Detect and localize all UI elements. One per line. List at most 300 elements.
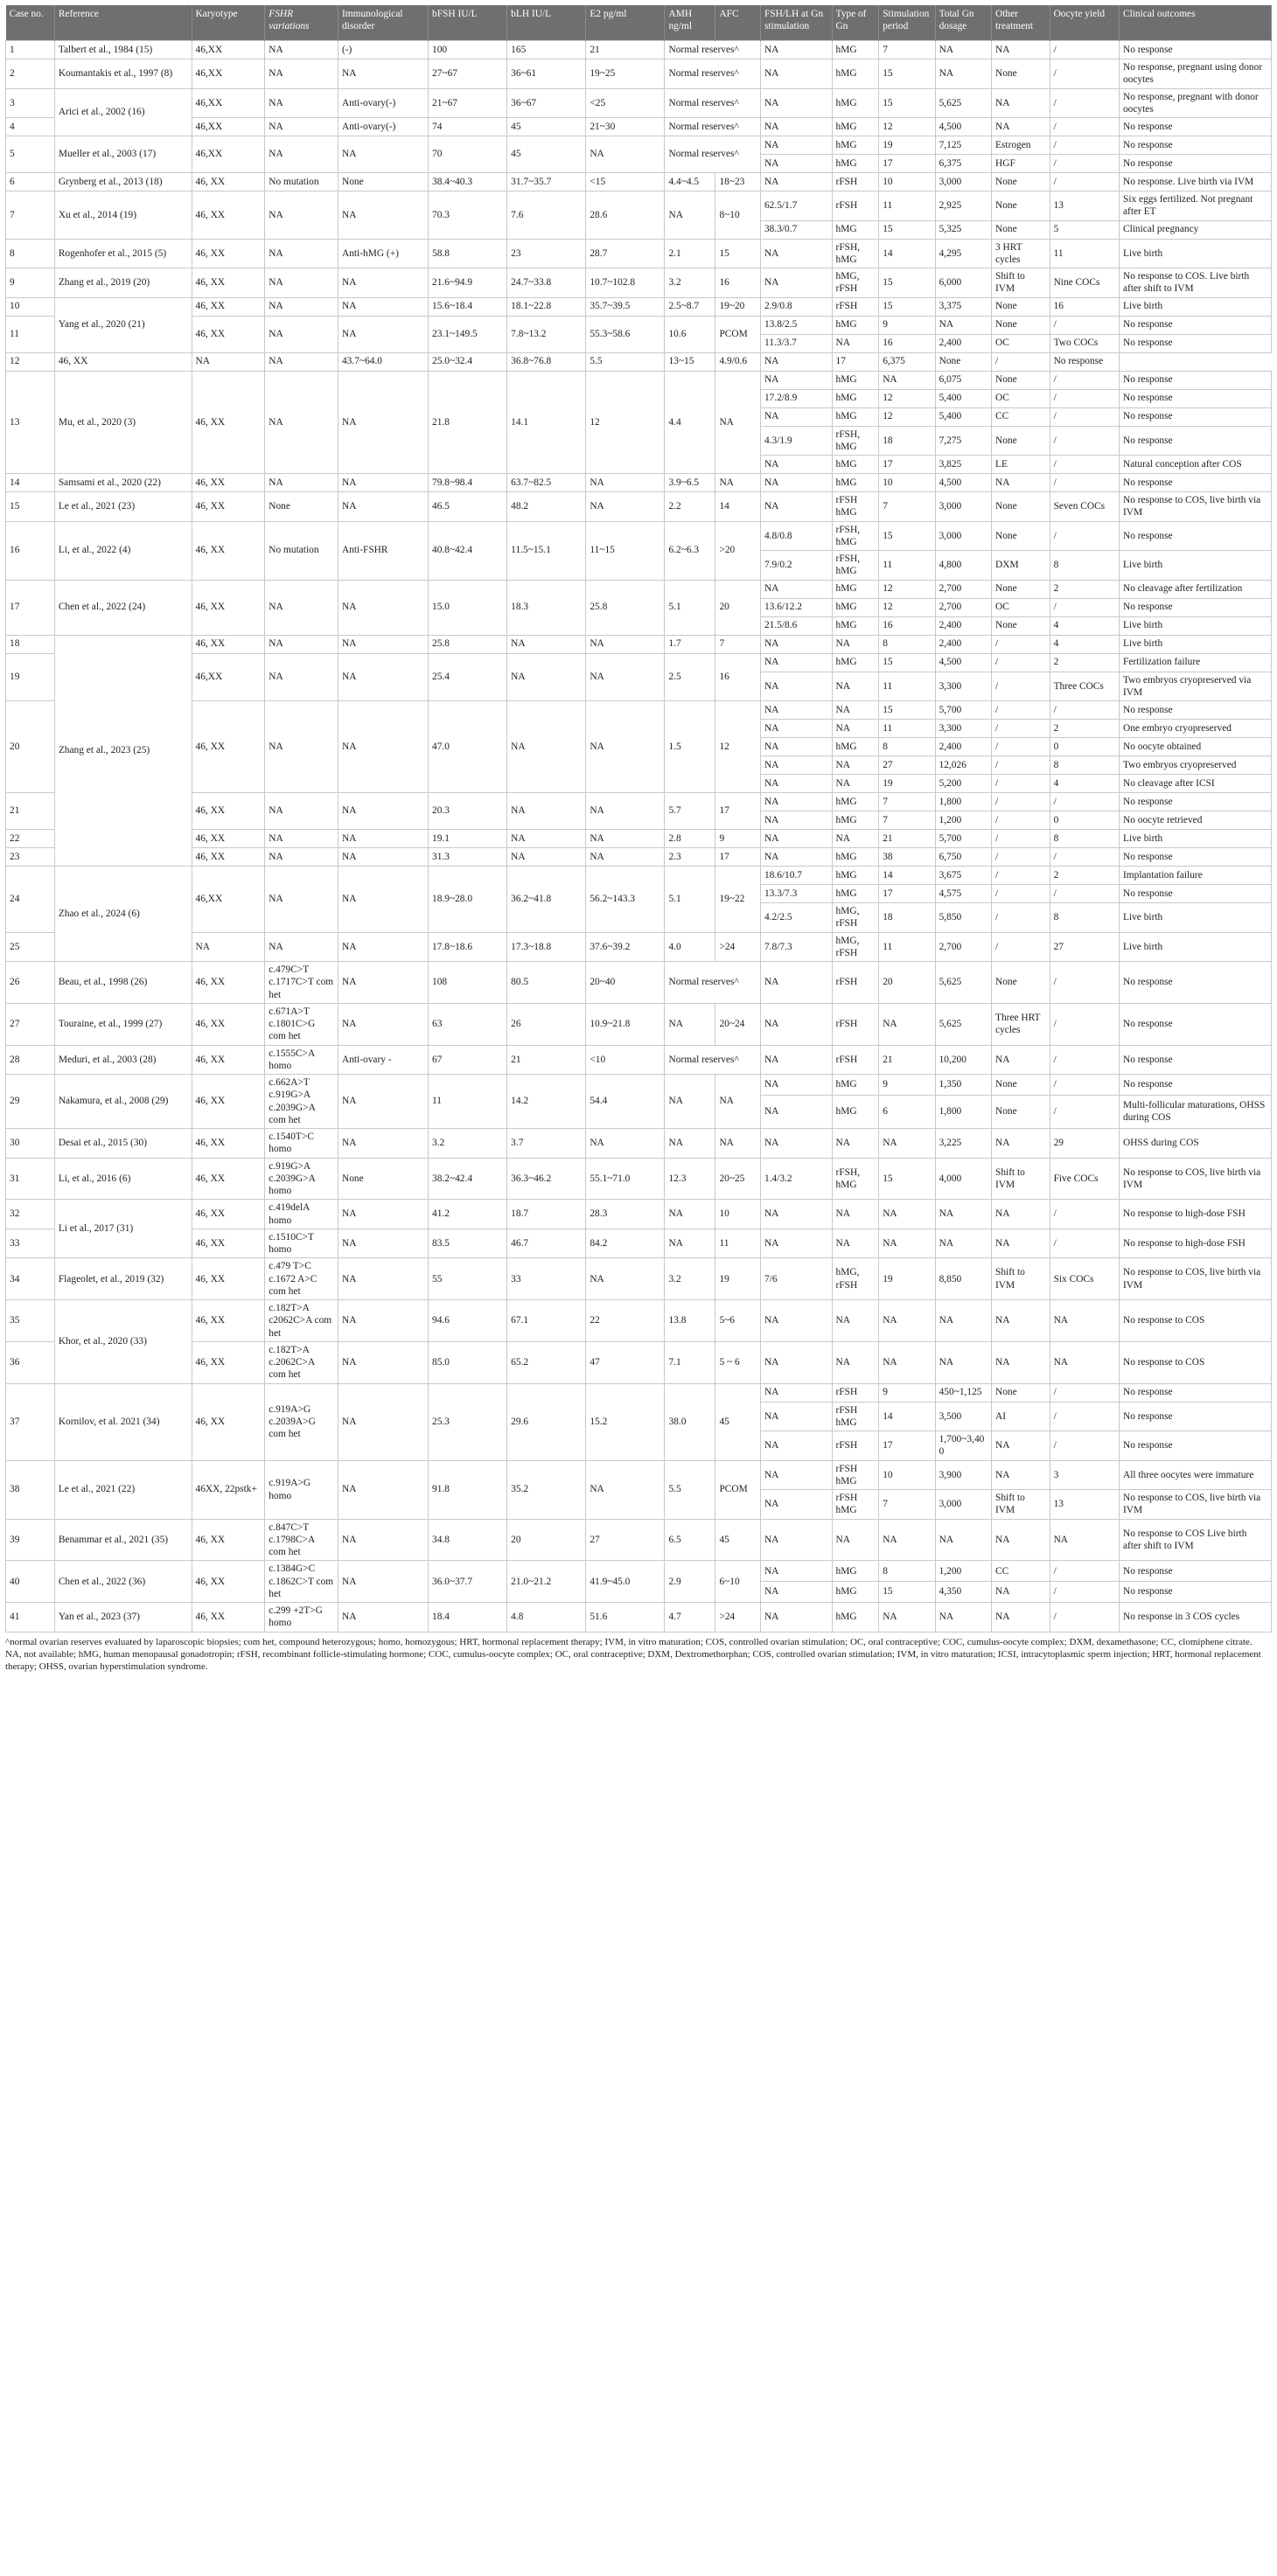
cell-bfsh: 85.0 bbox=[429, 1341, 507, 1383]
cell-reference: Xu et al., 2014 (19) bbox=[54, 191, 192, 240]
footnote-2: NA, not available; hMG, human menopausal gonadotropin; rFSH, recombinant follicle-stimulating hormone; COC, cumulus-oocyte complex; OC, oral contraceptive; DXM, Dextromethorphan; COS, controlled ovarian stimulation; IVM, in vitro maturation; ICSI, intracytoplasmic sperm injection; HRT, hormonal replacement therapy; OHSS, ovarian hyperstimulation syndrome. bbox=[5, 1648, 1261, 1673]
cell-fshr-variation: c.1555C>A homo bbox=[265, 1045, 338, 1075]
table-row bbox=[6, 492, 1272, 522]
cell-blh: 45 bbox=[507, 118, 586, 136]
cell-fsh-lh: NA bbox=[760, 492, 832, 522]
cell-afc: 20~24 bbox=[715, 1003, 761, 1045]
cell-blh: 36.2~41.8 bbox=[507, 867, 586, 933]
cell-oocyte-yield: / bbox=[1050, 885, 1119, 903]
cell-e2: NA bbox=[586, 1258, 665, 1300]
cell-stimulation-period: 10 bbox=[879, 173, 935, 191]
cell-fsh-lh: NA bbox=[760, 1490, 832, 1520]
cell-other-treatment: None bbox=[992, 492, 1050, 522]
cell-case-no: 17 bbox=[6, 580, 55, 635]
cell-clinical-outcome: No response, pregnant with donor oocytes bbox=[1119, 88, 1271, 118]
cell-karyotype: 46, XX bbox=[192, 371, 265, 474]
cell-fshr-variation: c.1384G>C c.1862C>T com het bbox=[265, 1561, 338, 1603]
cell-oocyte-yield: / bbox=[1050, 371, 1119, 389]
cell-oocyte-yield: / bbox=[1050, 1431, 1119, 1461]
col-blh: bLH IU/L bbox=[507, 5, 586, 41]
cell-immunological-disorder: NA bbox=[338, 635, 428, 653]
cell-e2: 10.9~21.8 bbox=[586, 1003, 665, 1045]
cell-oocyte-yield: / bbox=[1050, 88, 1119, 118]
cell-clinical-outcome: Two embryos cryopreserved via IVM bbox=[1119, 672, 1271, 701]
cell-karyotype: 46, XX bbox=[192, 1229, 265, 1258]
cell-immunological-disorder: NA bbox=[338, 268, 428, 298]
cell-karyotype: 46, XX bbox=[192, 1200, 265, 1229]
cell-amh: 5.1 bbox=[665, 867, 715, 933]
cell-fsh-lh: NA bbox=[760, 1383, 832, 1402]
cell-bfsh: 34.8 bbox=[429, 1519, 507, 1561]
cell-case-no: 13 bbox=[6, 371, 55, 474]
cell-stimulation-period: NA bbox=[879, 1519, 935, 1561]
cell-karyotype: 46, XX bbox=[192, 316, 265, 352]
cell-stimulation-period: NA bbox=[879, 1341, 935, 1383]
cell-case-no: 24 bbox=[6, 867, 55, 933]
cell-fshr-variation: NA bbox=[265, 580, 338, 635]
cell-karyotype: 46, XX bbox=[192, 635, 265, 653]
cell-total-gn: 1,800 bbox=[935, 793, 991, 811]
cell-fsh-lh: NA bbox=[760, 239, 832, 268]
cell-other-treatment: NA bbox=[992, 88, 1050, 118]
cell-stimulation-period: 8 bbox=[879, 1561, 935, 1582]
cell-total-gn: 7,125 bbox=[935, 136, 991, 155]
cell-blh: 11.5~15.1 bbox=[507, 521, 586, 580]
cell-amh: 1.7 bbox=[665, 635, 715, 653]
cell-clinical-outcome: Two embryos cryopreserved bbox=[1119, 756, 1271, 775]
cell-karyotype: NA bbox=[192, 932, 265, 962]
cell-stimulation-period: 7 bbox=[879, 492, 935, 522]
cell-stimulation-period: 14 bbox=[879, 1402, 935, 1431]
cell-gn-type: hMG bbox=[832, 1075, 879, 1096]
cell-gn-type: NA bbox=[832, 701, 879, 720]
cell-other-treatment: NA bbox=[992, 474, 1050, 492]
cell-clinical-outcome: No response bbox=[1119, 793, 1271, 811]
cell-other-treatment: / bbox=[992, 830, 1050, 848]
cell-fsh-lh: 7.9/0.2 bbox=[760, 551, 832, 581]
cell-afc: 13~15 bbox=[665, 352, 715, 371]
table-row bbox=[6, 1561, 1272, 1582]
cell-blh: NA bbox=[507, 793, 586, 830]
cell-bfsh: 20.3 bbox=[429, 793, 507, 830]
cell-fshr-variation: c.1540T>C homo bbox=[265, 1129, 338, 1159]
cell-clinical-outcome: No response to COS, live birth via IVM bbox=[1119, 1490, 1271, 1520]
cell-gn-type: hMG bbox=[832, 316, 879, 334]
cell-oocyte-yield: 3 bbox=[1050, 1460, 1119, 1490]
cell-karyotype: 46,XX bbox=[192, 136, 265, 173]
table-row bbox=[6, 136, 1272, 155]
col-amh: AMH ng/ml bbox=[665, 5, 715, 41]
cell-stimulation-period: 15 bbox=[879, 88, 935, 118]
cell-fsh-lh: NA bbox=[760, 1603, 832, 1633]
cell-total-gn: 6,000 bbox=[935, 268, 991, 298]
cell-stimulation-period: 15 bbox=[879, 653, 935, 672]
cell-immunological-disorder: NA bbox=[338, 962, 428, 1004]
cell-oocyte-yield: / bbox=[1050, 1003, 1119, 1045]
cell-bfsh: 36.0~37.7 bbox=[429, 1561, 507, 1603]
cell-stimulation-period: 21 bbox=[879, 830, 935, 848]
cell-karyotype: 46,XX bbox=[192, 59, 265, 89]
cell-total-gn: 2,400 bbox=[935, 616, 991, 635]
cell-clinical-outcome: No response to high-dose FSH bbox=[1119, 1200, 1271, 1229]
cell-gn-type: hMG bbox=[832, 616, 879, 635]
cell-amh: 3.9~6.5 bbox=[665, 474, 715, 492]
cell-gn-type: hMG bbox=[832, 407, 879, 426]
cell-reference: Touraine, et al., 1999 (27) bbox=[54, 1003, 192, 1045]
cell-afc: >24 bbox=[715, 1603, 761, 1633]
cell-total-gn: 5,400 bbox=[935, 407, 991, 426]
cell-afc: 5~6 bbox=[715, 1300, 761, 1342]
cell-stimulation-period: 27 bbox=[879, 756, 935, 775]
cell-clinical-outcome: Six eggs fertilized. Not pregnant after ET bbox=[1119, 191, 1271, 221]
cell-fsh-lh: 7.8/7.3 bbox=[760, 932, 832, 962]
cell-oocyte-yield: / bbox=[1050, 521, 1119, 551]
cell-case-no: 7 bbox=[6, 191, 55, 240]
col-oocyte-yield: Oocyte yield bbox=[1050, 5, 1119, 41]
cell-stimulation-period: 17 bbox=[879, 885, 935, 903]
cell-bfsh: 18.9~28.0 bbox=[429, 867, 507, 933]
cell-fshr-variation: c.919A>G homo bbox=[265, 1460, 338, 1519]
header-row bbox=[6, 5, 1272, 41]
cell-other-treatment: NA bbox=[992, 1200, 1050, 1229]
cell-fshr-variation: c.419delA homo bbox=[265, 1200, 338, 1229]
cell-bfsh: 70 bbox=[429, 136, 507, 173]
cell-oocyte-yield: / bbox=[1050, 1561, 1119, 1582]
cell-karyotype: 46, XX bbox=[192, 1158, 265, 1200]
cell-stimulation-period: 15 bbox=[879, 1582, 935, 1603]
cell-other-treatment: DXM bbox=[992, 551, 1050, 581]
cell-bfsh: 91.8 bbox=[429, 1460, 507, 1519]
cell-total-gn: NA bbox=[935, 1229, 991, 1258]
cell-fsh-lh: NA bbox=[760, 474, 832, 492]
cell-clinical-outcome: No response bbox=[1119, 407, 1271, 426]
cell-oocyte-yield: / bbox=[1050, 118, 1119, 136]
cell-fshr-variation: NA bbox=[265, 830, 338, 848]
cell-fsh-lh: 11.3/3.7 bbox=[760, 334, 832, 352]
cell-fsh-lh: NA bbox=[760, 1582, 832, 1603]
cell-karyotype: 46,XX bbox=[192, 41, 265, 59]
cell-e2: NA bbox=[586, 830, 665, 848]
cell-oocyte-yield: / bbox=[1050, 1383, 1119, 1402]
cell-gn-type: hMG bbox=[832, 1582, 879, 1603]
cell-amh: 5.5 bbox=[586, 352, 665, 371]
cell-gn-type: NA bbox=[832, 720, 879, 738]
cell-total-gn: 3,500 bbox=[935, 1402, 991, 1431]
cell-case-no: 2 bbox=[6, 59, 55, 89]
cell-other-treatment: CC bbox=[992, 407, 1050, 426]
cell-other-treatment: None bbox=[992, 962, 1050, 1004]
cell-case-no: 32 bbox=[6, 1200, 55, 1229]
cell-blh: 7.8~13.2 bbox=[507, 316, 586, 352]
cell-gn-type: hMG bbox=[832, 580, 879, 598]
cell-reference: Zhang et al., 2019 (20) bbox=[54, 268, 192, 298]
cell-karyotype: 46,XX bbox=[192, 867, 265, 933]
table-row bbox=[6, 635, 1272, 653]
cell-clinical-outcome: No response to COS, live birth via IVM bbox=[1119, 492, 1271, 522]
cell-clinical-outcome: No response bbox=[1119, 1003, 1271, 1045]
cell-other-treatment: None bbox=[992, 297, 1050, 316]
cell-amh: 4.4 bbox=[665, 371, 715, 474]
cell-afc: 18~23 bbox=[715, 173, 761, 191]
cell-case-no: 40 bbox=[6, 1561, 55, 1603]
cell-afc: 17 bbox=[715, 793, 761, 830]
cell-reference: Chen et al., 2022 (36) bbox=[54, 1561, 192, 1603]
cell-gn-type: hMG bbox=[832, 867, 879, 885]
cell-e2: 15.2 bbox=[586, 1383, 665, 1460]
cell-immunological-disorder: NA bbox=[338, 191, 428, 240]
cell-immunological-disorder: NA bbox=[338, 1129, 428, 1159]
cell-e2: NA bbox=[586, 635, 665, 653]
table-row bbox=[6, 1341, 1272, 1383]
cell-gn-type: NA bbox=[832, 830, 879, 848]
cell-clinical-outcome: All three oocytes were immature bbox=[1119, 1460, 1271, 1490]
cell-oocyte-yield: Two COCs bbox=[1050, 334, 1119, 352]
cell-amh: 38.0 bbox=[665, 1383, 715, 1460]
cell-immunological-disorder: NA bbox=[338, 1519, 428, 1561]
cell-gn-type: hMG bbox=[832, 885, 879, 903]
cell-total-gn: 3,675 bbox=[935, 867, 991, 885]
cell-bfsh: 25.8 bbox=[429, 635, 507, 653]
cell-bfsh: 100 bbox=[429, 41, 507, 59]
cell-case-no: 27 bbox=[6, 1003, 55, 1045]
cell-other-treatment: Shift to IVM bbox=[992, 1158, 1050, 1200]
cell-other-treatment: / bbox=[992, 720, 1050, 738]
cell-other-treatment: NA bbox=[992, 118, 1050, 136]
cell-case-no: 36 bbox=[6, 1341, 55, 1383]
cell-gn-type: rFSH bbox=[832, 962, 879, 1004]
cell-bfsh: 21~67 bbox=[429, 88, 507, 118]
cell-clinical-outcome: Live birth bbox=[1119, 551, 1271, 581]
cell-total-gn: 4,575 bbox=[935, 885, 991, 903]
cell-other-treatment: / bbox=[992, 672, 1050, 701]
cell-fshr-variation: c.847C>T c.1798C>A com het bbox=[265, 1519, 338, 1561]
table-row bbox=[6, 1200, 1272, 1229]
cell-gn-type: NA bbox=[832, 1229, 879, 1258]
cell-total-gn: 3,825 bbox=[935, 456, 991, 474]
cell-gn-type: hMG, rFSH bbox=[832, 1258, 879, 1300]
cell-bfsh: 79.8~98.4 bbox=[429, 474, 507, 492]
cell-fsh-lh: 1.4/3.2 bbox=[760, 1158, 832, 1200]
cell-gn-type: rFSH, hMG bbox=[832, 239, 879, 268]
cell-stimulation-period: 17 bbox=[879, 1431, 935, 1461]
cell-e2: 54.4 bbox=[586, 1075, 665, 1129]
cell-blh: 29.6 bbox=[507, 1383, 586, 1460]
cell-bfsh: 21.8 bbox=[429, 371, 507, 474]
cell-afc: 16 bbox=[715, 653, 761, 701]
cell-fshr-variation: NA bbox=[265, 701, 338, 793]
table-wrapper bbox=[5, 5, 1272, 1673]
cell-fsh-lh: NA bbox=[760, 962, 832, 1004]
cell-blh: 21.0~21.2 bbox=[507, 1561, 586, 1603]
cell-fsh-lh: NA bbox=[760, 1003, 832, 1045]
cell-blh: NA bbox=[507, 701, 586, 793]
cell-case-no: 15 bbox=[6, 492, 55, 522]
cell-karyotype: 46, XX bbox=[192, 1383, 265, 1460]
col-case-no: Case no. bbox=[6, 5, 55, 41]
cell-immunological-disorder: NA bbox=[338, 1561, 428, 1603]
cell-amh: 6.2~6.3 bbox=[665, 521, 715, 580]
cell-bfsh: 19.1 bbox=[429, 830, 507, 848]
cell-karyotype: 46, XX bbox=[192, 580, 265, 635]
cell-stimulation-period: 15 bbox=[879, 297, 935, 316]
cell-case-no: 29 bbox=[6, 1075, 55, 1129]
cell-other-treatment: / bbox=[992, 793, 1050, 811]
cell-other-treatment: HGF bbox=[992, 155, 1050, 173]
cell-other-treatment: / bbox=[992, 903, 1050, 933]
cell-reference: Mu, et al., 2020 (3) bbox=[54, 371, 192, 474]
cell-total-gn: 2,700 bbox=[935, 580, 991, 598]
cell-e2: NA bbox=[586, 701, 665, 793]
cell-other-treatment: NA bbox=[992, 1045, 1050, 1075]
cell-gn-type: rFSH bbox=[832, 191, 879, 221]
cell-gn-type: rFSH bbox=[832, 1003, 879, 1045]
cell-amh: 6.5 bbox=[665, 1519, 715, 1561]
cell-stimulation-period: 7 bbox=[879, 41, 935, 59]
cell-stimulation-period: 18 bbox=[879, 903, 935, 933]
cell-oocyte-yield: NA bbox=[1050, 1519, 1119, 1561]
cell-stimulation-period: 7 bbox=[879, 811, 935, 830]
cell-bfsh: 41.2 bbox=[429, 1200, 507, 1229]
cell-immunological-disorder: NA bbox=[338, 701, 428, 793]
cell-total-gn: 2,700 bbox=[935, 932, 991, 962]
cell-other-treatment: NA bbox=[992, 1300, 1050, 1342]
cell-gn-type: rFSH hMG bbox=[832, 1490, 879, 1520]
cell-total-gn: 2,925 bbox=[935, 191, 991, 221]
cell-clinical-outcome: Natural conception after COS bbox=[1119, 456, 1271, 474]
cell-oocyte-yield: Five COCs bbox=[1050, 1158, 1119, 1200]
cell-oocyte-yield: / bbox=[1050, 701, 1119, 720]
cell-fshr-variation: NA bbox=[265, 41, 338, 59]
cell-oocyte-yield: / bbox=[1050, 598, 1119, 616]
cell-blh: 45 bbox=[507, 136, 586, 173]
cell-amh: NA bbox=[665, 1229, 715, 1258]
cell-e2: 25.8 bbox=[586, 580, 665, 635]
cell-bfsh: 47.0 bbox=[429, 701, 507, 793]
cell-gn-type: rFSH bbox=[832, 1045, 879, 1075]
cell-bfsh: 74 bbox=[429, 118, 507, 136]
cell-clinical-outcome: No cleavage after fertilization bbox=[1119, 580, 1271, 598]
cell-oocyte-yield: 13 bbox=[1050, 1490, 1119, 1520]
cell-reference: Beau, et al., 1998 (26) bbox=[54, 962, 192, 1004]
col-total-gn: Total Gn dosage bbox=[935, 5, 991, 41]
cell-clinical-outcome: Live birth bbox=[1119, 932, 1271, 962]
cell-fsh-lh: NA bbox=[760, 173, 832, 191]
cell-bfsh: 38.4~40.3 bbox=[429, 173, 507, 191]
cell-gn-type: rFSH hMG bbox=[832, 1460, 879, 1490]
cell-gn-type: hMG bbox=[832, 474, 879, 492]
cell-case-no: 21 bbox=[6, 793, 55, 830]
cell-gn-type: hMG bbox=[832, 155, 879, 173]
cell-total-gn: 10,200 bbox=[935, 1045, 991, 1075]
cell-other-treatment: Shift to IVM bbox=[992, 1258, 1050, 1300]
cell-oocyte-yield: / bbox=[1050, 1229, 1119, 1258]
cell-afc: NA bbox=[715, 1075, 761, 1129]
cell-fsh-lh: NA bbox=[760, 653, 832, 672]
cell-gn-type: hMG bbox=[832, 371, 879, 389]
cell-karyotype: 46, XX bbox=[192, 1258, 265, 1300]
cell-blh: 31.7~35.7 bbox=[507, 173, 586, 191]
cell-oocyte-yield: / bbox=[1050, 59, 1119, 89]
cell-immunological-disorder: NA bbox=[338, 316, 428, 352]
cell-e2: 36.8~76.8 bbox=[507, 352, 586, 371]
cell-case-no: 10 bbox=[6, 297, 55, 316]
cell-karyotype: 46, XX bbox=[192, 297, 265, 316]
cell-clinical-outcome: No response to COS bbox=[1119, 1341, 1271, 1383]
cell-other-treatment: / bbox=[992, 653, 1050, 672]
cell-reference: Zhang et al., 2023 (25) bbox=[54, 635, 192, 867]
cell-fsh-lh: 21.5/8.6 bbox=[760, 616, 832, 635]
cell-karyotype: 46, XX bbox=[192, 239, 265, 268]
cell-e2: 35.7~39.5 bbox=[586, 297, 665, 316]
cell-total-gn: 4,350 bbox=[935, 1582, 991, 1603]
cell-gn-type: hMG bbox=[832, 389, 879, 407]
table-row bbox=[6, 173, 1272, 191]
cell-gn-type: hMG, rFSH bbox=[832, 903, 879, 933]
cell-other-treatment: / bbox=[992, 738, 1050, 756]
col-karyotype: Karyotype bbox=[192, 5, 265, 41]
cell-gn-type: rFSH, hMG bbox=[832, 426, 879, 456]
cell-blh: 65.2 bbox=[507, 1341, 586, 1383]
cell-karyotype: 46, XX bbox=[192, 962, 265, 1004]
cell-oocyte-yield: 2 bbox=[1050, 867, 1119, 885]
cell-fsh-lh: NA bbox=[760, 1045, 832, 1075]
col-other-treatment: Other treatment bbox=[992, 5, 1050, 41]
cell-gn-type: hMG bbox=[832, 1095, 879, 1128]
cell-stimulation-period: NA bbox=[879, 1229, 935, 1258]
cell-immunological-disorder: (-) bbox=[338, 41, 428, 59]
cell-case-no: 37 bbox=[6, 1383, 55, 1460]
cell-gn-type: NA bbox=[832, 1129, 879, 1159]
cell-oocyte-yield: Six COCs bbox=[1050, 1258, 1119, 1300]
cell-total-gn: 12,026 bbox=[935, 756, 991, 775]
cell-amh: 5.5 bbox=[665, 1460, 715, 1519]
cell-afc: 11 bbox=[715, 1229, 761, 1258]
cell-oocyte-yield: / bbox=[1050, 1582, 1119, 1603]
cell-amh: 1.5 bbox=[665, 701, 715, 793]
cell-case-no: 20 bbox=[6, 701, 55, 793]
cell-stimulation-period: 8 bbox=[879, 738, 935, 756]
cell-stimulation-period: 7 bbox=[879, 793, 935, 811]
cell-stimulation-period: 19 bbox=[879, 775, 935, 793]
cell-oocyte-yield: 4 bbox=[1050, 635, 1119, 653]
cell-other-treatment: NA bbox=[992, 1229, 1050, 1258]
cell-fshr-variation: NA bbox=[265, 371, 338, 474]
cell-other-treatment: None bbox=[935, 352, 991, 371]
cell-bfsh: 83.5 bbox=[429, 1229, 507, 1258]
cell-fsh-lh: NA bbox=[760, 41, 832, 59]
cell-fsh-lh: NA bbox=[760, 1460, 832, 1490]
cell-other-treatment: Shift to IVM bbox=[992, 268, 1050, 298]
table-row bbox=[6, 191, 1272, 221]
cell-other-treatment: OC bbox=[992, 334, 1050, 352]
table-row bbox=[6, 848, 1272, 867]
cell-immunological-disorder: NA bbox=[338, 932, 428, 962]
footnotes bbox=[5, 1636, 1272, 1674]
cell-blh: 36~67 bbox=[507, 88, 586, 118]
cell-stimulation-period: NA bbox=[879, 1603, 935, 1633]
cell-clinical-outcome: No oocyte retrieved bbox=[1119, 811, 1271, 830]
cell-blh: 18.1~22.8 bbox=[507, 297, 586, 316]
table-row bbox=[6, 352, 1272, 371]
cell-gn-type: hMG bbox=[832, 59, 879, 89]
cell-fsh-lh: 4.2/2.5 bbox=[760, 903, 832, 933]
cell-fshr-variation: c.299 +2T>G homo bbox=[265, 1603, 338, 1633]
cell-blh: 63.7~82.5 bbox=[507, 474, 586, 492]
cell-amh: 5.7 bbox=[665, 793, 715, 830]
cell-gn-type: hMG bbox=[832, 136, 879, 155]
cell-fsh-lh: NA bbox=[760, 155, 832, 173]
cell-fshr-variation: c.919A>G c.2039A>G com het bbox=[265, 1383, 338, 1460]
